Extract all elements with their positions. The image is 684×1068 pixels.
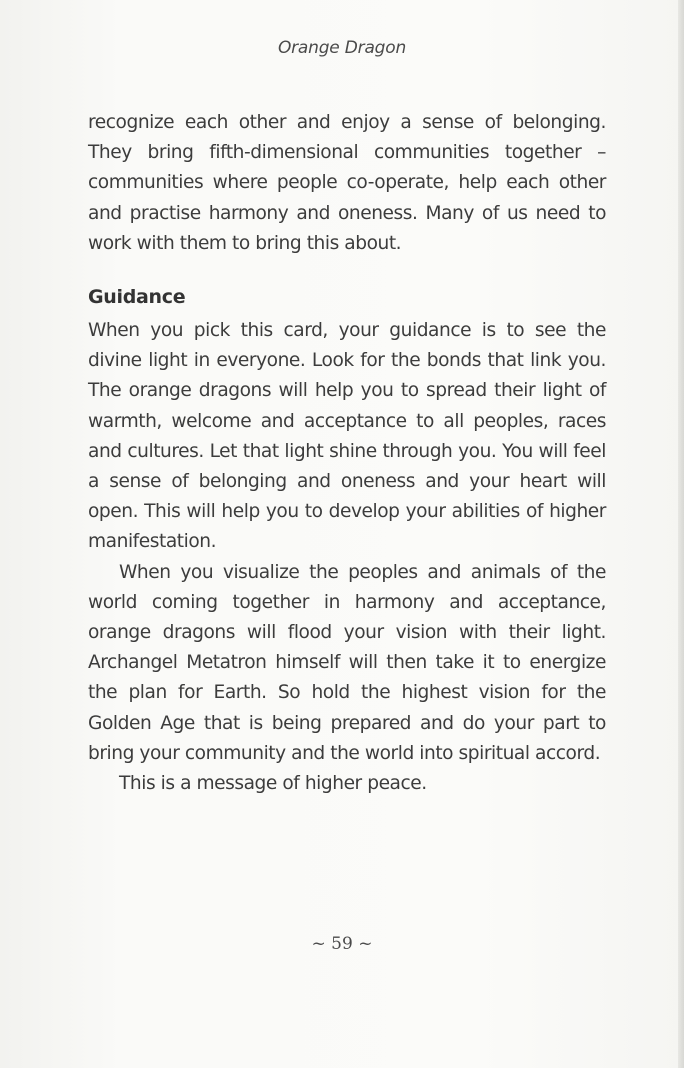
guidance-paragraph-1: When you pick this card, your guidance is to see the divine light in everyone. Look for the bonds that link you. The orange dragons will help you to spread their light of warmth, welcome and acceptance to all peoples, races and cultures. Let that light shine through you. You will feel a sense of belonging and oneness and your heart will open. This will help you to develop your abilities of higher manifestation. (88, 320, 606, 553)
guidance-text (88, 316, 606, 799)
intro-paragraph: recognize each other and enjoy a sense of belonging. They bring fifth-dimensional communities together – communities where people co-operate, help each other and practise harmony and oneness. Many of us need to work with them to bring this about. (88, 112, 606, 254)
page-edge-shadow (678, 0, 684, 1068)
running-head: Orange Dragon (277, 38, 407, 58)
intro-text (88, 108, 606, 259)
page-number: ~ 59 ~ (311, 934, 373, 954)
guidance-paragraph-2: When you visualize the peoples and animals of the world coming together in harmony and acceptance, orange dragons will flood your vision with their light. Archangel Metatron himself will then take it to energize the plan for Earth. So hold the highest vision for the Golden Age that is being prepared and do your part to bring your community and the world into spiritual accord. (88, 561, 606, 764)
guidance-paragraph-3: This is a message of higher peace. (119, 773, 427, 795)
section-heading: Guidance (88, 286, 186, 308)
